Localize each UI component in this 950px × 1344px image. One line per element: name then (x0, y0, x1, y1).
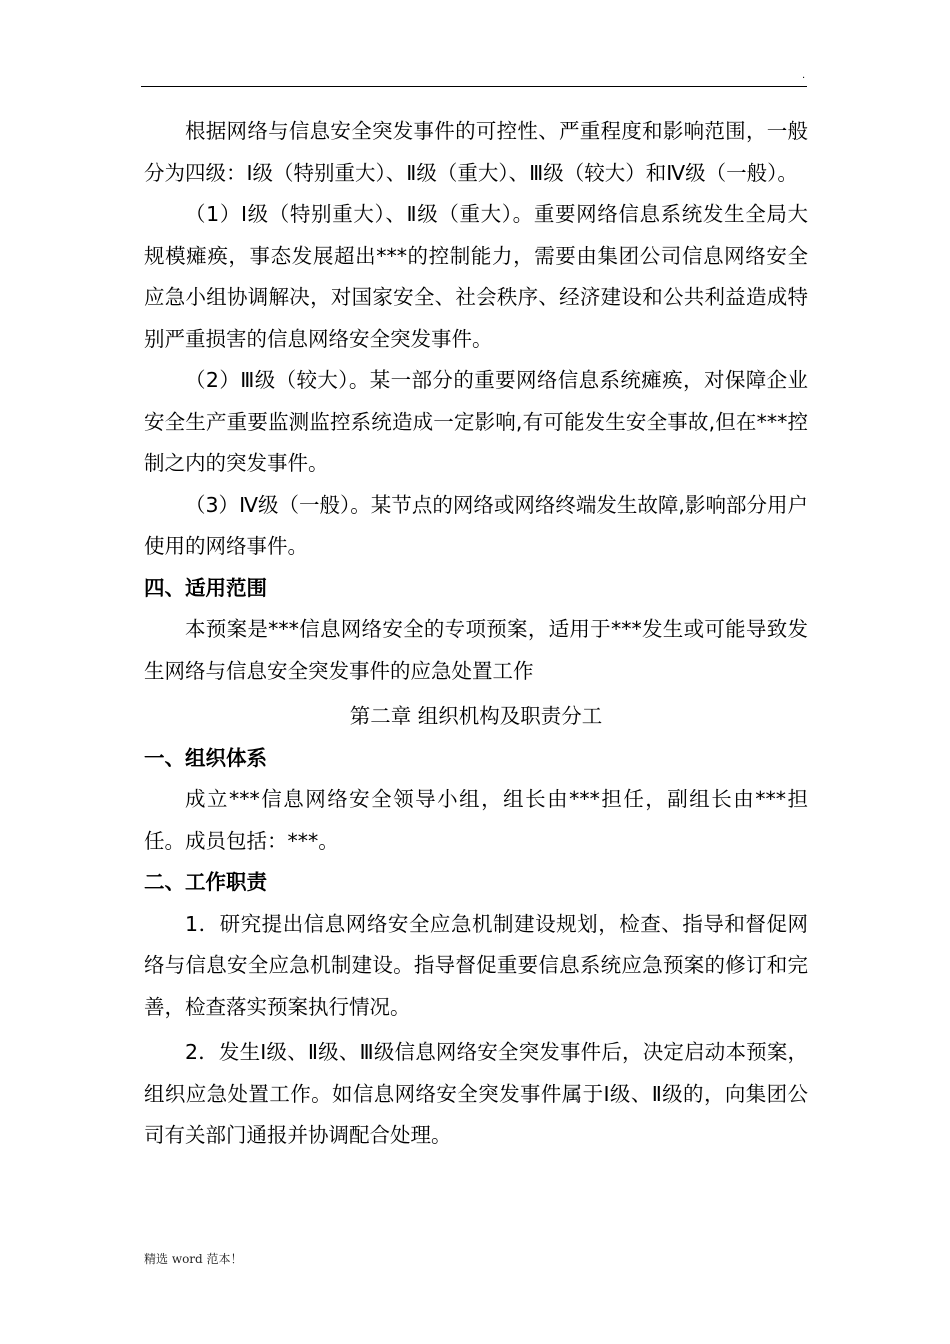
paragraph-level-1-2: （1）Ⅰ级（特别重大）、Ⅱ级（重大）。重要网络信息系统发生全局大规模瘫痪，事态发展超出***的控制能力，需要由集团公司信息网络安全应急小组协调解决，对国家安全、社会秩序、经济建设和公共利益造成特别严重损害的信息网络安全突发事件。 (144, 202, 808, 351)
paragraph-duty-1: 1．研究提出信息网络安全应急机制建设规划，检查、指导和督促网络与信息安全应急机制建设。指导督促重要信息系统应急预案的修订和完善，检查落实预案执行情况。 (144, 911, 808, 1019)
paragraph-duty-2: 2．发生Ⅰ级、Ⅱ级、Ⅲ级信息网络安全突发事件后，决定启动本预案，组织应急处置工作。如信息网络安全突发事件属于Ⅰ级、Ⅱ级的，向集团公司有关部门通报并协调配合处理。 (144, 1040, 808, 1147)
paragraph-classification: 根据网络与信息安全突发事件的可控性、严重程度和影响范围，一般分为四级：Ⅰ级（特别重大）、Ⅱ级（重大）、Ⅲ级（较大）和Ⅳ级（一般）。 (144, 119, 808, 185)
chapter-title: 第二章 组织机构及职责分工 (349, 704, 603, 728)
header-mark: . (802, 70, 806, 81)
header-rule (141, 86, 807, 87)
section-heading-duties: 二、工作职责 (144, 870, 267, 894)
paragraph-level-3: （2）Ⅲ级（较大）。某一部分的重要网络信息系统瘫痪，对保障企业安全生产重要监测监控系统造成一定影响,有可能发生安全事故,但在***控制之内的突发事件。 (144, 368, 808, 475)
document-body (144, 111, 808, 1157)
section-heading-organization: 一、组织体系 (144, 745, 267, 770)
section-heading-scope: 四、适用范围 (144, 575, 267, 600)
paragraph-level-4: （3）Ⅳ级（一般）。某节点的网络或网络终端发生故障,影响部分用户使用的网络事件。 (144, 492, 808, 558)
paragraph-scope: 本预案是***信息网络安全的专项预案，适用于***发生或可能导致发生网络与信息安全突发事件的应急处置工作 (144, 617, 808, 683)
paragraph-organization: 成立***信息网络安全领导小组，组长由***担任，副组长由***担任。成员包括：***。 (144, 787, 808, 853)
page-footer: 精选 word 范本！ (144, 1252, 243, 1266)
